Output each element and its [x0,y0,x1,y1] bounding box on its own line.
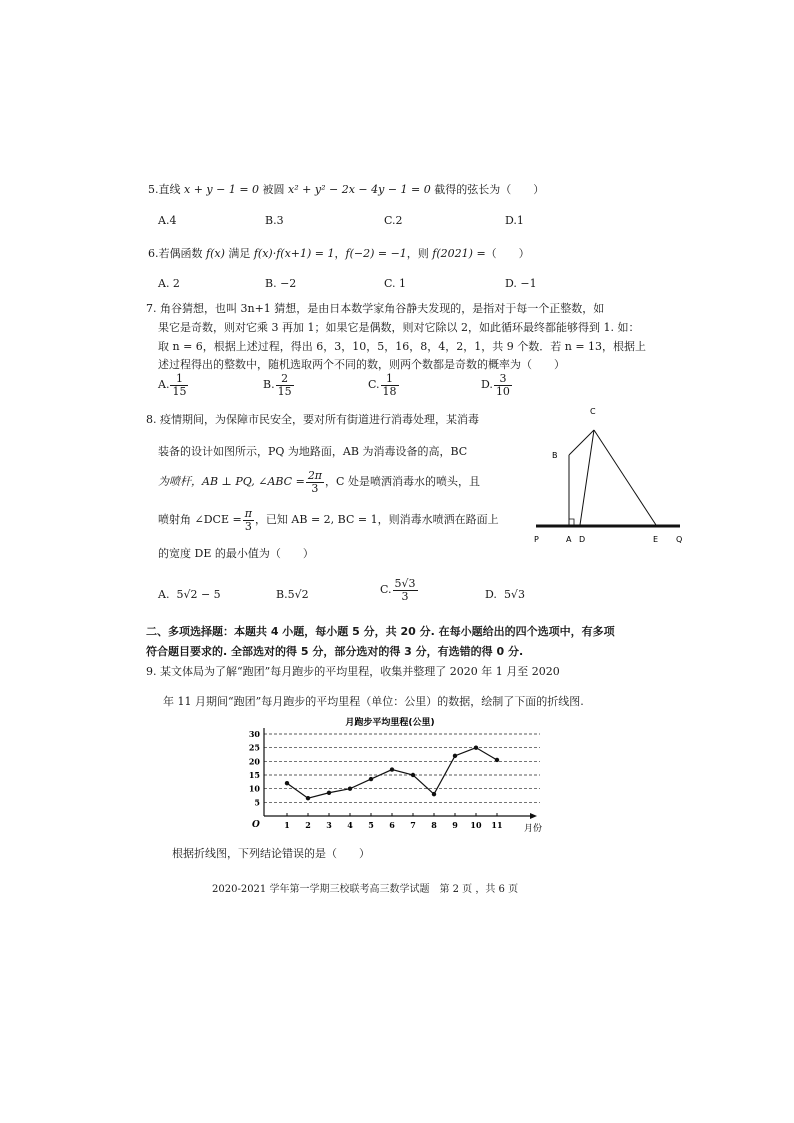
q7-option-d [481,373,513,397]
q7-option-c [368,373,400,397]
q6-text-a: 若偶函数 [158,247,206,260]
q5-option-d: D.1 [505,214,524,227]
q8-line-3 [158,470,480,494]
section-2-line-2: 符合题目要求的. 全部选对的得 5 分，部分选对的得 3 分，有选错的得 0 分. [146,645,524,658]
q8-option-a-value: 5√2 − 5 [176,588,221,601]
q7-line-3: 取 n = 6，根据上述过程，得出 6，3，10，5，16，8，4，2，1，共 9 个数．若 n = 13，根据上 [158,340,647,353]
q7-option-a-fraction [170,373,188,397]
label-b: B [552,451,558,460]
data-point-4 [348,786,352,790]
q8-line-5: 的宽度 DE 的最小值为（ ） [158,547,314,560]
q7-line-2: 果它是奇数，则对它乘 3 再加 1；如果它是偶数，则对它除以 2，如此循环最终都能够得到 1. 如： [158,321,640,334]
x-tick-label-2: 2 [305,820,311,830]
q7-line-4: 述过程得出的整数中，随机选取两个不同的数，则两个数都是奇数的概率为（ ） [158,358,565,371]
x-tick-label-4: 4 [347,820,353,830]
q6-condition-2: f(−2) = −1 [345,247,407,260]
label-a: A [566,535,572,544]
data-point-10 [474,745,478,749]
q8-line-3-numerator: 2π [307,469,323,482]
q6-stem [148,245,530,261]
q8-line-3-denominator: 3 [311,481,319,495]
x-tick-label-6: 6 [389,820,395,830]
q8-line-3-a: 为喷杆，AB ⊥ PQ, ∠ABC = [158,475,305,489]
q5-stem [148,181,544,197]
y-tick-label-25: 25 [248,742,260,753]
q8-option-c-numerator: 5√3 [394,577,416,590]
chart-x-axis-label: 月份 [524,824,543,834]
right-angle-mark [569,519,574,525]
q6-condition-1: f(x)·f(x+1) = 1 [253,247,335,260]
q5-option-a: A.4 [158,214,177,227]
x-tick-label-10: 10 [470,820,482,830]
q7-option-b-label: B. [263,378,275,392]
q5-text-mid: 被圆 [259,183,289,196]
q7-option-b [263,373,295,397]
label-c: C [590,407,596,416]
y-tick-label-15: 15 [248,770,260,780]
q8-line-3-b: ，C 处是喷洒消毒水的喷头，且 [325,475,480,489]
q5-option-c: C.2 [384,214,403,227]
x-tick-label-9: 9 [452,820,458,830]
y-tick-label-20: 20 [248,756,260,767]
q8-option-a-label: A. [158,588,170,601]
q5-circle-equation: x² + y² − 2x − 4y − 1 = 0 [288,183,431,196]
chart-origin-label: O [252,820,260,830]
q7-option-a [158,373,189,397]
q6-text-d: ，则 [406,247,433,260]
q8-option-d [485,588,525,601]
label-p: P [534,535,539,544]
q8-option-b-label: B. [276,588,288,601]
q7-option-a-label: A. [158,378,170,392]
data-point-1 [285,781,289,785]
q8-line-1: 8. 疫情期间，为保障市民安全，要对所有街道进行消毒处理，某消毒 [146,413,479,426]
q6-fx: f(x) [206,247,225,260]
q7-option-b-denominator: 15 [277,384,292,398]
q8-option-c-label: C. [380,583,392,597]
q7-option-c-fraction [381,373,399,397]
q5-line-equation: x + y − 1 = 0 [184,183,260,196]
q7-option-c-numerator: 1 [381,373,399,386]
q6-text-b: 满足 [224,247,254,260]
q7-option-d-denominator: 10 [495,384,510,398]
q8-option-d-label: D. [485,588,497,601]
data-point-2 [306,796,310,800]
q7-option-d-fraction [494,373,512,397]
q9-line-1: 9. 某文体局为了解“跑团”每月跑步的平均里程，收集并整理了 2020 年 1 月至 2020 [146,665,560,678]
q8-line-2: 装备的设计如图所示，PQ 为地路面，AB 为消毒设备的高，BC [158,445,468,458]
x-tick-label-7: 7 [410,820,416,830]
q6-option-c: C. 1 [384,277,407,290]
q6-number: 6. [148,247,159,260]
q8-line-4-a: 喷射角 ∠DCE = [158,513,242,527]
q9-after-chart: 根据折线图，下列结论错误的是（ ） [172,847,370,860]
segment-cd [580,430,594,525]
q6-option-b: B. −2 [265,277,297,290]
q6-ask: f(2021) = [432,247,486,260]
q7-option-a-numerator: 1 [170,373,188,386]
q6-option-a: A. 2 [158,277,180,290]
label-d: D [579,535,586,544]
x-tick-label-8: 8 [431,820,437,830]
page-footer: 2020-2021 学年第一学期三校联考高三数学试题 第 2 页 ，共 6 页 [212,884,519,895]
section-2-line-1: 二、多项选择题：本题共 4 小题，每小题 5 分，共 20 分. 在每小题给出的四个选项中，有多项 [146,625,615,638]
q5-text-prefix: 直线 [158,183,184,196]
q7-option-d-label: D. [481,378,493,392]
q8-option-c [380,578,419,602]
q8-option-c-fraction [393,578,418,602]
chart-title: 月跑步平均里程(公里) [345,718,435,728]
segment-ce [594,430,656,525]
data-point-6 [390,767,394,771]
data-point-5 [369,777,373,781]
x-axis-arrow [530,813,537,819]
q7-option-c-label: C. [368,378,380,392]
data-point-3 [327,791,331,795]
q8-option-a [158,588,221,601]
q9-line-2: 年 11 月期间“跑团”每月跑步的平均里程（单位：公里）的数据，绘制了下面的折线图. [163,695,584,708]
q7-option-b-numerator: 2 [276,373,294,386]
x-tick-label-11: 11 [491,820,503,830]
data-point-8 [432,792,436,796]
running-distance-line-chart [240,712,555,837]
q8-line-4-denominator: 3 [244,519,252,533]
q8-option-b-value: 5√2 [287,588,309,601]
y-tick-label-10: 10 [248,783,260,794]
y-tick-label-5: 5 [254,797,260,808]
q5-option-b: B.3 [265,214,284,227]
q8-option-d-value: 5√3 [503,588,525,601]
x-tick-label-3: 3 [326,820,332,830]
x-tick-label-5: 5 [368,820,374,830]
q6-option-d: D. −1 [505,277,537,290]
q8-line-4-numerator: π [244,507,252,520]
data-point-9 [453,754,457,758]
x-tick-label-1: 1 [284,820,290,830]
q8-line-4-b: ，已知 AB = 2, BC = 1，则消毒水喷洒在路面上 [254,513,499,527]
q7-option-d-numerator: 3 [494,373,512,386]
q7-option-b-fraction [276,373,294,397]
q7-line-1: 7. 角谷猜想，也叫 3n+1 猜想，是由日本数学家角谷静夫发现的，是指对于每一个正整数，如 [146,302,605,315]
label-e: E [653,535,659,544]
q8-option-c-denominator: 3 [401,589,409,603]
label-q: Q [676,535,683,544]
data-point-7 [411,773,415,777]
q8-line-4 [158,508,499,532]
segment-bc [569,430,594,455]
y-tick-label-30: 30 [248,729,260,739]
q5-number: 5. [148,183,159,196]
q8-line-4-fraction [243,508,254,532]
q7-option-a-denominator: 15 [172,384,187,398]
q7-option-c-denominator: 18 [382,384,397,398]
q8-line-3-fraction [306,470,324,494]
data-point-11 [495,758,499,762]
series-line [287,748,497,799]
q6-text-e: （ ） [485,247,530,260]
q8-figure [528,400,688,550]
q5-text-suffix: 截得的弦长为（ ） [430,183,545,196]
q6-text-c: ， [334,247,346,260]
q8-option-b [276,588,309,601]
